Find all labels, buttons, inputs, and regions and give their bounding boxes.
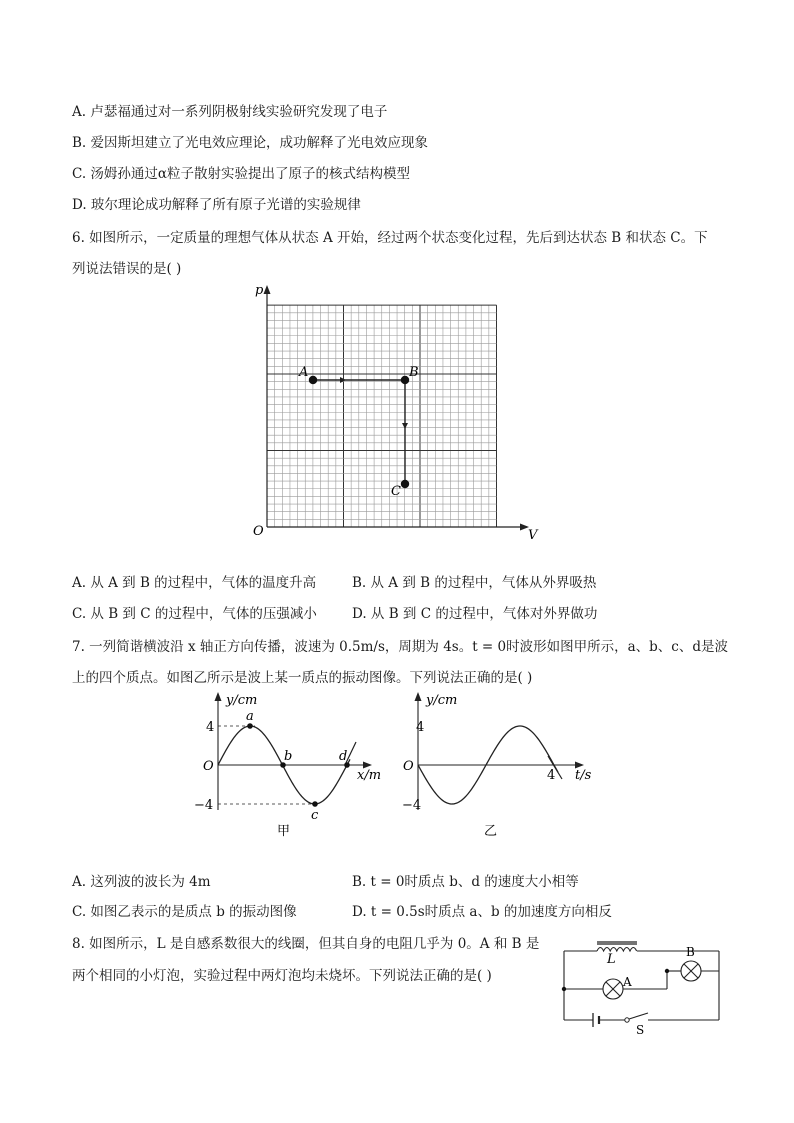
q6-stem-line2: 列说法错误的是( ) <box>72 261 182 277</box>
q7-option-c: C. 如图乙表示的是质点 b 的振动图像 <box>72 904 297 920</box>
q7-option-b: B. t = 0时质点 b、d 的速度大小相等 <box>352 874 579 890</box>
wave-graph-jia <box>190 690 390 840</box>
q7-stem-line2: 上的四个质点。如图乙所示是波上某一质点的振动图像。下列说法正确的是( ) <box>72 670 533 686</box>
point-a <box>247 723 253 729</box>
jia-origin: O <box>203 759 214 774</box>
lamp-b-label: B <box>686 945 695 959</box>
yi-origin: O <box>403 759 414 774</box>
coil-label: L <box>607 952 616 967</box>
point-b-label: B <box>409 365 419 380</box>
point-b <box>401 376 409 384</box>
yi-tick-t4: 4 <box>547 768 556 783</box>
arrow-bc-icon <box>402 423 408 429</box>
q6-option-b: B. 从 A 到 B 的过程中，气体从外界吸热 <box>352 575 597 591</box>
yi-tick-neg4: −4 <box>402 798 422 813</box>
point-c <box>312 801 318 807</box>
yi-x-axis-label: t/s <box>575 768 592 783</box>
origin-label: O <box>253 524 264 539</box>
lamp-a-label: A <box>623 975 632 989</box>
switch-icon <box>629 1013 648 1019</box>
p-axis-label: p <box>255 283 264 298</box>
q6-stem-line1: 6. 如图所示，一定质量的理想气体从状态 A 开始，经过两个状态变化过程，先后到达状态 B 和状态 C。下 <box>72 230 708 246</box>
yi-tick-4: 4 <box>416 720 425 735</box>
circuit-diagram <box>555 935 730 1035</box>
q8-stem-line2: 两个相同的小灯泡，实验过程中两灯泡均未烧坏。下列说法正确的是( ) <box>72 968 492 984</box>
pv-grid <box>267 305 497 527</box>
point-a <box>309 376 317 384</box>
jia-tick-neg4: −4 <box>194 798 214 813</box>
q8-stem-line1: 8. 如图所示，L 是自感系数很大的线圈，但其自身的电阻几乎为 0。A 和 B 是 <box>72 936 540 952</box>
point-b-label: b <box>284 749 293 764</box>
point-a-label: a <box>246 709 254 724</box>
point-d-label: d <box>339 749 348 764</box>
q5-option-c: C. 汤姆孙通过α粒子散射实验提出了原子的核式结构模型 <box>72 166 411 182</box>
point-a-label: A <box>299 365 309 380</box>
q6-option-d: D. 从 B 到 C 的过程中，气体对外界做功 <box>352 606 598 622</box>
q6-option-a: A. 从 A 到 B 的过程中，气体的温度升高 <box>72 575 317 591</box>
jia-x-axis-label: x/m <box>357 768 382 783</box>
yi-y-axis-label: y/cm <box>426 693 458 708</box>
inductor-coil-icon <box>597 948 637 952</box>
v-axis-label: V <box>528 528 538 543</box>
q5-option-a: A. 卢瑟福通过对一系列阴极射线实验研究发现了电子 <box>72 104 388 120</box>
jia-y-axis-label: y/cm <box>226 693 258 708</box>
q7-option-a: A. 这列波的波长为 4m <box>72 874 211 890</box>
point-c-label: c <box>311 808 319 823</box>
q7-option-d: D. t = 0.5s时质点 a、b 的加速度方向相反 <box>352 904 612 920</box>
vibration-graph-yi <box>398 690 613 840</box>
jia-tick-4: 4 <box>206 720 215 735</box>
point-c <box>401 480 409 488</box>
q5-option-d: D. 玻尔理论成功解释了所有原子光谱的实验规律 <box>72 197 361 213</box>
switch-label: S <box>636 1023 645 1037</box>
point-c-label: C <box>391 484 401 499</box>
q7-stem-line1: 7. 一列简谐横波沿 x 轴正方向传播，波速为 0.5m/s，周期为 4s。t = 0时波形如图甲所示，a、b、c、d是波 <box>72 639 729 655</box>
jia-caption: 甲 <box>277 824 291 839</box>
pv-diagram <box>245 280 545 545</box>
q6-option-c: C. 从 B 到 C 的过程中，气体的压强减小 <box>72 606 317 622</box>
yi-caption: 乙 <box>484 824 498 839</box>
q5-option-b: B. 爱因斯坦建立了光电效应理论，成功解释了光电效应现象 <box>72 135 429 151</box>
